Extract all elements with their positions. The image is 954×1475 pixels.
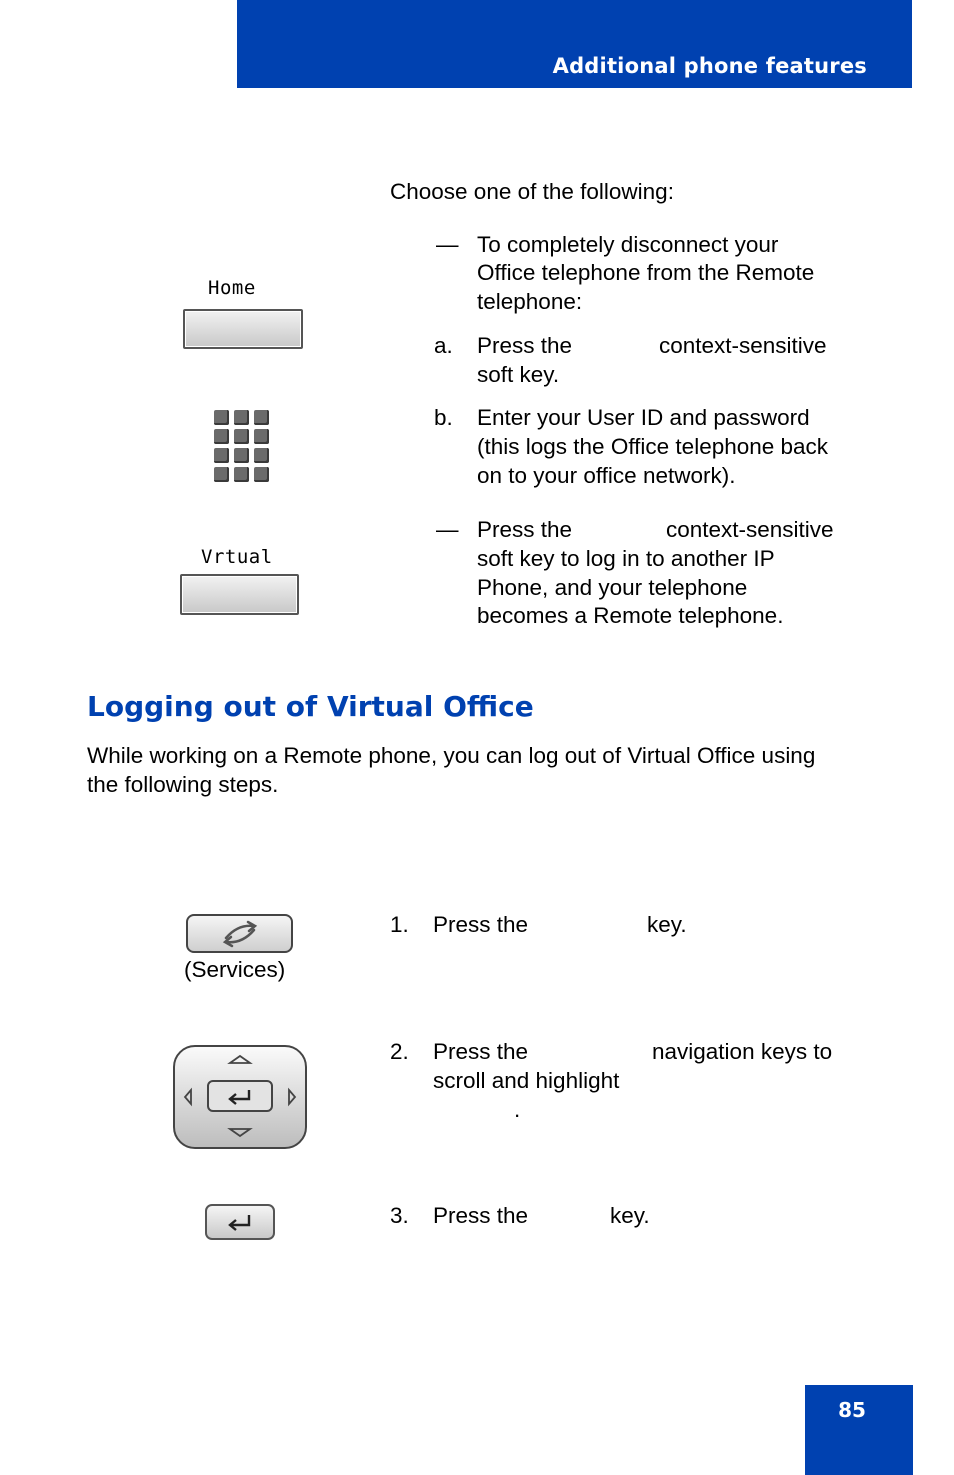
step1-marker: 1. — [390, 912, 409, 937]
section-heading: Logging out of Virtual Office — [87, 690, 534, 723]
step-b-line1: Enter your User ID and password — [477, 405, 810, 430]
option2-line1: Press the — [477, 517, 573, 542]
step-b-line2: (this logs the Office telephone back — [477, 434, 829, 459]
step1-text: Press the — [433, 912, 529, 937]
option1-line2: Office telephone from the Remote — [477, 260, 815, 285]
services-caption: (Services) — [184, 957, 286, 982]
option1-line1: To completely disconnect your — [477, 232, 779, 257]
virtual-soft-key[interactable] — [180, 574, 299, 615]
navigation-keys-icon — [175, 1047, 305, 1147]
header-title: Additional phone features — [552, 54, 867, 78]
enter-key[interactable] — [205, 1204, 275, 1240]
option1-dash: — — [436, 232, 459, 257]
step-a-text: Press the — [477, 333, 573, 358]
step-b-marker: b. — [434, 405, 453, 430]
step1-text-end: key. — [647, 912, 687, 937]
step2-text-end: navigation keys to — [652, 1039, 833, 1064]
option2-line3: Phone, and your telephone — [477, 575, 748, 600]
option2-dash: — — [436, 517, 459, 542]
services-button[interactable] — [186, 914, 293, 953]
page-number: 85 — [838, 1398, 866, 1422]
option1-line3: telephone: — [477, 289, 583, 314]
step3-marker: 3. — [390, 1203, 409, 1228]
step2-marker: 2. — [390, 1039, 409, 1064]
option2-line2: soft key to log in to another IP — [477, 546, 775, 571]
navigation-cluster[interactable] — [173, 1045, 307, 1149]
option2-line1-end: context-sensitive — [666, 517, 834, 542]
option2-line4: becomes a Remote telephone. — [477, 603, 784, 628]
step3-text-end: key. — [610, 1203, 650, 1228]
step2-line3: . — [514, 1097, 521, 1122]
step-a-text-end: context-sensitive — [659, 333, 827, 358]
home-key-label: Home — [208, 277, 256, 299]
enter-icon — [207, 1206, 273, 1238]
step3-text: Press the — [433, 1203, 529, 1228]
step2-text: Press the — [433, 1039, 529, 1064]
section-paragraph-line2: the following steps. — [87, 772, 279, 797]
home-soft-key[interactable] — [183, 309, 303, 349]
step2-line2: scroll and highlight — [433, 1068, 620, 1093]
step-b-line3: on to your office network). — [477, 463, 736, 488]
step-a-marker: a. — [434, 333, 453, 358]
services-icon — [188, 916, 291, 951]
intro-text: Choose one of the following: — [390, 179, 674, 204]
step-a-line2: soft key. — [477, 362, 560, 387]
header-bar — [237, 0, 912, 88]
virtual-key-label: Vrtual — [201, 546, 273, 568]
section-paragraph-line1: While working on a Remote phone, you can log out of Virtual Office using — [87, 743, 816, 768]
page-number-box — [805, 1385, 913, 1475]
